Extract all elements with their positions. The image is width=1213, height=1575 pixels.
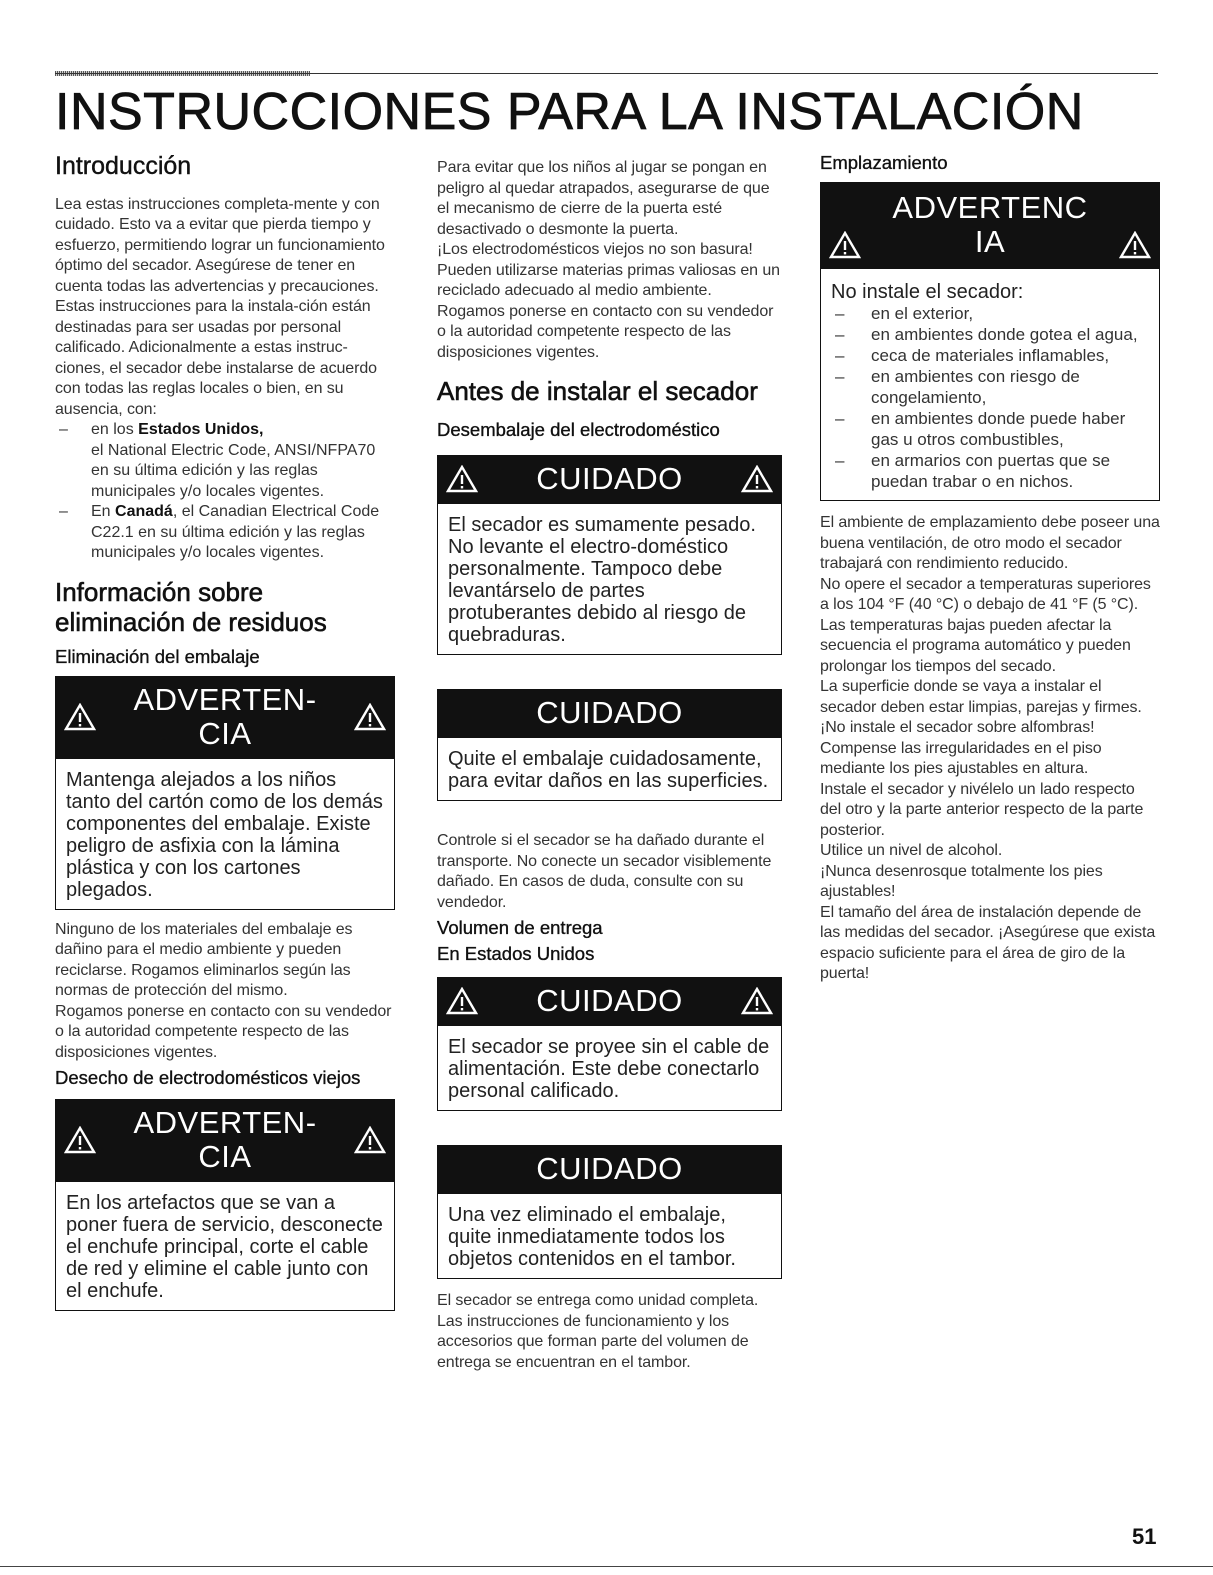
intro-paragraph-1: Lea estas instrucciones completa-mente y con cuidado. Esto va a evitar que pierda tiempo y esfuerzo, permitiendo lograr un funcionamiento óptimo del secador. Asegúrese de tener en cuenta todas las advertencias y precauciones. <box>55 195 385 295</box>
caution-box-packaging <box>437 689 782 801</box>
warning-triangle-icon <box>829 231 861 259</box>
caution-box-heavy <box>437 455 782 655</box>
caution-box-drum <box>437 1145 782 1279</box>
caution-title: CUIDADO <box>536 461 683 497</box>
warning-triangle-icon <box>741 465 773 493</box>
caution-box-cable <box>437 977 782 1111</box>
recycle-paragraph: ¡Los electrodomésticos viejos no son basura! Pueden utilizarse materias primas valiosas en un reciclado adecuado al medio ambiente. <box>437 241 780 299</box>
column-1 <box>55 152 395 1311</box>
warning-header <box>56 1100 394 1182</box>
caution-header <box>438 690 781 738</box>
list-item: – ceca de materiales inflamables, <box>831 345 1149 366</box>
ca-prefix: En <box>91 503 116 521</box>
placement-restrictions-list <box>831 303 1149 492</box>
us-heading: En Estados Unidos <box>437 943 595 965</box>
list-item: – en el exterior, <box>831 303 1149 324</box>
regulations-list <box>55 420 395 564</box>
unpacking-heading: Desembalaje del electrodoméstico <box>437 418 720 440</box>
warning-triangle-icon <box>446 987 478 1015</box>
warning-box-placement <box>820 182 1160 501</box>
warning-triangle-icon <box>1119 231 1151 259</box>
ca-bold: Canadá <box>115 503 173 521</box>
damage-check-paragraph: Controle si el secador se ha dañado durante el transporte. No conecte un secador visiblemente dañado. En casos de duda, consulte con su vendedor. <box>437 832 772 911</box>
warning-triangle-icon <box>64 703 96 731</box>
warning-title: ADVERTEN-CIA <box>133 681 317 751</box>
warning-triangle-icon <box>64 1126 96 1154</box>
surface-paragraph: La superficie donde se vaya a instalar el secador deben estar limpias, parejas y firmes. ¡No instale el secador sobre alfombras! Compense las irregularidades en el piso mediante los pies ajustables en altura. <box>820 678 1142 778</box>
spirit-level-paragraph: Utilice un nivel de alcohol. <box>820 842 1003 860</box>
list-item-canada <box>55 502 395 564</box>
caution-body: El secador es sumamente pesado. No levante el electro-doméstico personalmente. Tampoco debe levantárselo de partes protuberantes debido al riesgo de quebraduras. <box>448 514 756 647</box>
ventilation-paragraph: El ambiente de emplazamiento debe poseer una buena ventilación, de otro modo el secador trabajará con rendimiento reducido. <box>820 514 1160 573</box>
warning-box-old-appliance <box>55 1099 395 1311</box>
packaging-paragraph-1: Ninguno de los materiales del embalaje es dañino para el medio ambiente y pueden reciclarse. Rogamos eliminarlos según las normas de protección del mismo. <box>55 920 353 1000</box>
old-appliance-heading: Desecho de electrodomésticos viejos <box>55 1067 361 1089</box>
warning-triangle-icon <box>741 987 773 1015</box>
list-item: – en ambientes con riesgo de congelamiento, <box>831 366 1149 408</box>
caution-body: Una vez eliminado el embalaje, quite inmediatamente todos los objetos contenidos en el tambor. <box>448 1204 736 1271</box>
before-install-heading: Antes de instalar el secador <box>437 376 758 406</box>
us-rest: el National Electric Code, ANSI/NFPA70 en su última edición y las reglas municipales y/o locales vigentes. <box>91 441 376 500</box>
list-item-us <box>55 420 395 502</box>
intro-paragraph-2: Estas instrucciones para la instala-ción están destinadas para ser usadas por personal calificado. Adicionalmente a estas instruc-ciones, el secador debe instalarse de acuerdo con todas las reglas locales o bien, en su ausencia, con: <box>55 298 377 418</box>
packaging-heading: Eliminación del embalaje <box>55 645 260 667</box>
page-title: INSTRUCCIONES PARA LA INSTALACIÓN <box>55 83 1084 141</box>
caution-header <box>438 978 781 1026</box>
warning-body: En los artefactos que se van a poner fuera de servicio, desconecte el enchufe principal, corte el cable de red y elimine el cable junto con el enchufe. <box>66 1192 383 1303</box>
warning-header <box>821 183 1159 269</box>
warning-triangle-icon <box>446 465 478 493</box>
caution-title: CUIDADO <box>536 983 683 1019</box>
door-paragraph: Para evitar que los niños al jugar se pongan en peligro al quedar atrapados, asegurarse de que el mecanismo de cierre de la puerta esté desactivado o desmonte la puerta. <box>437 159 770 238</box>
caution-body: Quite el embalaje cuidadosamente, para evitar daños en las superficies. <box>448 748 769 793</box>
placement-heading: Emplazamiento <box>820 152 948 173</box>
warning-body: Mantenga alejados a los niños tanto del cartón como de los demás componentes del embalaje. Existe peligro de asfixia con la lámina plástica y con los cartones plegados. <box>66 768 383 901</box>
intro-heading: Introducción <box>55 152 192 180</box>
ca-rest: , el Canadian Electrical Code C22.1 en su última edición y las reglas municipales y/o locales vigentes. <box>91 503 380 562</box>
waste-heading: Información sobre eliminación de residuos <box>55 576 327 637</box>
area-paragraph: El tamaño del área de instalación depende de las medidas del secador. ¡Asegúrese que exista espacio suficiente para el área de giro de la puerta! <box>820 903 1156 983</box>
column-3 <box>820 152 1160 985</box>
list-item: – en armarios con puertas que se puedan trabar o en nichos. <box>831 450 1149 492</box>
delivery-heading: Volumen de entrega <box>437 917 603 939</box>
list-item: – en ambientes donde gotea el agua, <box>831 324 1149 345</box>
us-bold: Estados Unidos, <box>138 421 264 439</box>
delivery-paragraph: El secador se entrega como unidad completa. Las instrucciones de funcionamiento y los accesorios que forman parte del volumen de entrega se encuentran en el tambor. <box>437 1292 759 1371</box>
packaging-paragraph-2: Rogamos ponerse en contacto con su vendedor o la autoridad competente respecto de las disposiciones vigentes. <box>55 1002 392 1061</box>
caution-header <box>438 456 781 504</box>
warning-lead: No instale el secador: <box>831 281 1024 304</box>
caution-title: CUIDADO <box>536 1151 683 1187</box>
warning-title: ADVERTENCIA <box>892 190 1088 260</box>
feet-paragraph: ¡Nunca desenrosque totalmente los pies ajustables! <box>820 862 1103 901</box>
list-item: – en ambientes donde puede haber gas u otros combustibles, <box>831 408 1149 450</box>
warning-box-packaging <box>55 676 395 910</box>
page-number: 51 <box>1132 1524 1157 1549</box>
caution-body: El secador se proyee sin el cable de alimentación. Este debe conectarlo personal calificado. <box>448 1036 770 1103</box>
header-rule <box>55 73 1158 74</box>
warning-title: ADVERTEN-CIA <box>133 1105 317 1175</box>
warning-header <box>56 677 394 759</box>
warning-triangle-icon <box>354 703 386 731</box>
footer-rule <box>0 1566 1213 1567</box>
leveling-paragraph: Instale el secador y nivélelo un lado respecto del otro y la parte anterior respecto de la parte posterior. <box>820 780 1144 839</box>
warning-triangle-icon <box>354 1126 386 1154</box>
temperature-paragraph: No opere el secador a temperaturas superiores a los 104 °F (40 °C) o debajo de 41 °F (5 °C). Las temperaturas bajas pueden afectar la secuencia el programa automático y pueden prolongar los tiempos del secado. <box>820 575 1151 675</box>
caution-header <box>438 1146 781 1194</box>
contact-paragraph: Rogamos ponerse en contacto con su vendedor o la autoridad competente respecto de las disposiciones vigentes. <box>437 302 774 361</box>
warning-body <box>821 269 1159 500</box>
column-2 <box>437 158 782 1373</box>
caution-title: CUIDADO <box>536 695 683 731</box>
us-prefix: en los <box>91 421 139 439</box>
